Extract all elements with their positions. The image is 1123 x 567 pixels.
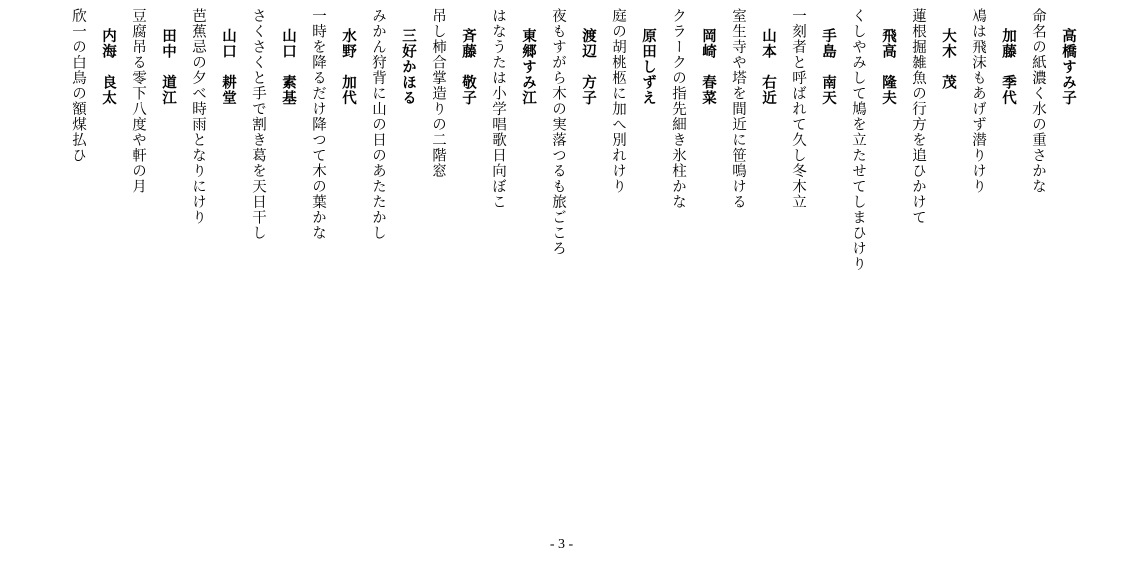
haiku-author: 手島 南天 <box>820 28 837 106</box>
haiku-author: 岡崎 春菜 <box>700 28 717 106</box>
haiku-verse: 吊し柿合掌造りの二階窓 <box>430 8 446 179</box>
haiku-entry <box>603 8 663 194</box>
haiku-author: 山口 素基 <box>280 28 297 106</box>
haiku-verse: クラークの指先細き氷柱かな <box>670 8 686 210</box>
haiku-entry <box>963 8 1023 194</box>
haiku-author: 高橋すみ子 <box>1060 28 1077 106</box>
haiku-verse: はなうたは小学唱歌日向ぼこ <box>490 8 506 210</box>
haiku-author: 飛高 隆夫 <box>880 28 897 106</box>
haiku-verse: さくさくと手で割き葛を天日干し <box>250 8 266 241</box>
haiku-entry <box>183 8 243 225</box>
haiku-verse: みかん狩背に山の日のあたたかし <box>370 8 386 241</box>
haiku-verse: 鳰は飛沫もあげず潜りけり <box>970 8 986 194</box>
haiku-entry <box>783 8 843 210</box>
haiku-verse: 夜もすがら木の実落つるも旅ごころ <box>550 8 566 256</box>
haiku-entry <box>903 8 963 225</box>
haiku-verse: 室生寺や塔を間近に笹鳴ける <box>730 8 746 210</box>
haiku-entry <box>303 8 363 241</box>
haiku-author: 内海 良太 <box>100 28 117 106</box>
haiku-entry <box>723 8 783 210</box>
haiku-entry <box>483 8 543 210</box>
haiku-author: 山本 右近 <box>760 28 777 106</box>
haiku-author: 大木 茂 <box>940 28 957 90</box>
haiku-verse: 欣一の白鳥の額煤払ひ <box>70 8 86 163</box>
haiku-author: 斉藤 敬子 <box>460 28 477 106</box>
haiku-verse: くしやみして鳩を立たせてしまひけり <box>850 8 866 272</box>
page-number: - 3 - <box>549 537 574 552</box>
haiku-verse: 命名の紙濃く水の重さかな <box>1030 8 1046 194</box>
haiku-author: 水野 加代 <box>340 28 357 106</box>
haiku-author: 渡辺 方子 <box>580 28 597 106</box>
haiku-columns <box>63 8 1083 488</box>
haiku-entry <box>843 8 903 272</box>
haiku-entry <box>243 8 303 241</box>
haiku-entry <box>423 8 483 179</box>
haiku-entry <box>543 8 603 256</box>
haiku-entry <box>363 8 423 241</box>
haiku-verse: 庭の胡桃柩に加へ別れけり <box>610 8 626 194</box>
haiku-author: 東郷すみ江 <box>520 28 537 106</box>
haiku-entry <box>63 8 123 163</box>
haiku-author: 三好かほる <box>400 28 417 106</box>
haiku-verse: 一時を降るだけ降つて木の葉かな <box>310 8 326 241</box>
haiku-entry <box>663 8 723 210</box>
haiku-author: 山口 耕堂 <box>220 28 237 106</box>
haiku-author: 加藤 季代 <box>1000 28 1017 106</box>
haiku-verse: 豆腐吊る零下八度や軒の月 <box>130 8 146 194</box>
haiku-verse: 蓮根掘雑魚の行方を追ひかけて <box>910 8 926 225</box>
haiku-entry <box>1023 8 1083 194</box>
haiku-verse: 芭蕉忌の夕べ時雨となりにけり <box>190 8 206 225</box>
haiku-author: 田中 道江 <box>160 28 177 106</box>
haiku-entry <box>123 8 183 194</box>
haiku-author: 原田しずえ <box>640 28 657 106</box>
haiku-verse: 一刻者と呼ばれて久し冬木立 <box>790 8 806 210</box>
